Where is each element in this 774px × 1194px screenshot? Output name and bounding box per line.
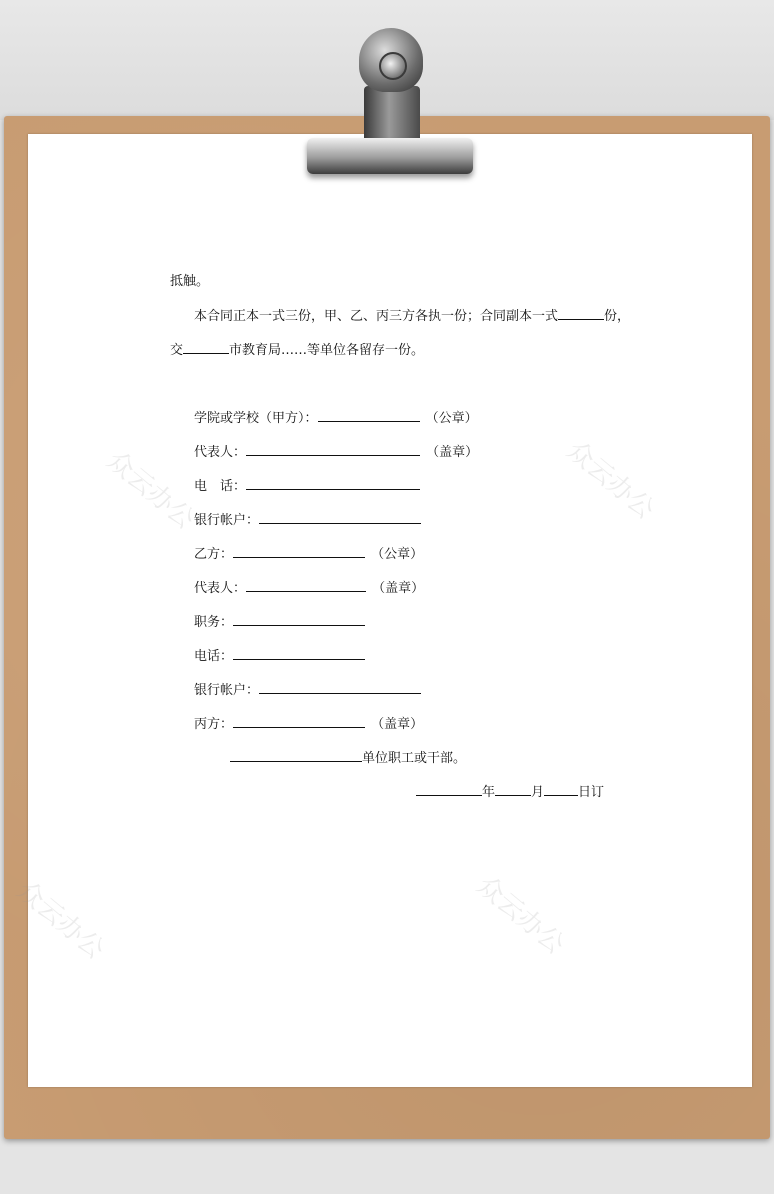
- paragraph-end: [170, 273, 209, 291]
- seal-note: （盖章）: [426, 445, 479, 460]
- copies-blank: [558, 307, 604, 320]
- phone-a-row: [194, 477, 420, 496]
- label: 电 话：: [194, 479, 247, 494]
- month-blank: [495, 783, 531, 796]
- label: 学院或学校（甲方）：: [194, 411, 318, 426]
- unit-staff-row: [230, 749, 466, 768]
- label: 乙方：: [194, 547, 234, 562]
- text: 本合同正本一式三份，甲、乙、丙三方各执一份；合同副本一式: [194, 309, 559, 324]
- label: 代表人：: [194, 581, 247, 596]
- month-label: 月: [531, 785, 545, 800]
- city-blank: [183, 341, 229, 354]
- seal-note: （公章）: [425, 411, 478, 426]
- label: 代表人：: [194, 445, 247, 460]
- watermark: 众云办公: [560, 435, 660, 526]
- day-blank: [544, 783, 578, 796]
- watermark: 众云办公: [100, 445, 200, 536]
- phone-b-row: [194, 647, 365, 666]
- label: 职务：: [194, 615, 234, 630]
- label: 银行帐户：: [194, 683, 260, 698]
- party-b-blank: [233, 545, 365, 558]
- seal-note: （盖章）: [372, 581, 425, 596]
- title-b-row: [194, 613, 365, 632]
- date-row: [416, 783, 604, 802]
- text: 份，: [604, 309, 631, 324]
- seal-note: （盖章）: [371, 717, 424, 732]
- bank-b-blank: [259, 681, 421, 694]
- text: 抵触。: [170, 274, 210, 289]
- clip-neck: [364, 86, 420, 142]
- watermark: 众云办公: [470, 870, 570, 961]
- paper-sheet: [28, 134, 752, 1087]
- party-c-row: [194, 715, 423, 734]
- text: 交: [170, 343, 184, 358]
- label: 电话：: [194, 649, 234, 664]
- text: 单位职工或干部。: [362, 751, 467, 766]
- rep-a-row: [194, 443, 478, 462]
- phone-b-blank: [233, 647, 365, 660]
- copies-clause-cont: [170, 341, 424, 360]
- rep-b-row: [194, 579, 424, 598]
- year-blank: [416, 783, 482, 796]
- clip-bar: [307, 138, 473, 174]
- rep-a-blank: [246, 443, 420, 456]
- copies-clause: [194, 307, 630, 326]
- phone-a-blank: [246, 477, 420, 490]
- label: 丙方：: [194, 717, 234, 732]
- party-c-blank: [233, 715, 365, 728]
- day-label: 日订: [578, 785, 605, 800]
- watermark: 众云办公: [10, 875, 110, 966]
- party-b-row: [194, 545, 423, 564]
- bank-b-row: [194, 681, 421, 700]
- text: 市教育局……等单位各留存一份。: [229, 343, 425, 358]
- label: 银行帐户：: [194, 513, 260, 528]
- unit-blank: [230, 749, 362, 762]
- clip-hole: [379, 52, 407, 80]
- rep-b-blank: [246, 579, 366, 592]
- seal-note: （公章）: [371, 547, 424, 562]
- bank-a-blank: [259, 511, 421, 524]
- bank-a-row: [194, 511, 421, 530]
- party-a-blank: [318, 409, 420, 422]
- title-b-blank: [233, 613, 365, 626]
- party-a-row: [194, 409, 478, 428]
- year-label: 年: [482, 785, 496, 800]
